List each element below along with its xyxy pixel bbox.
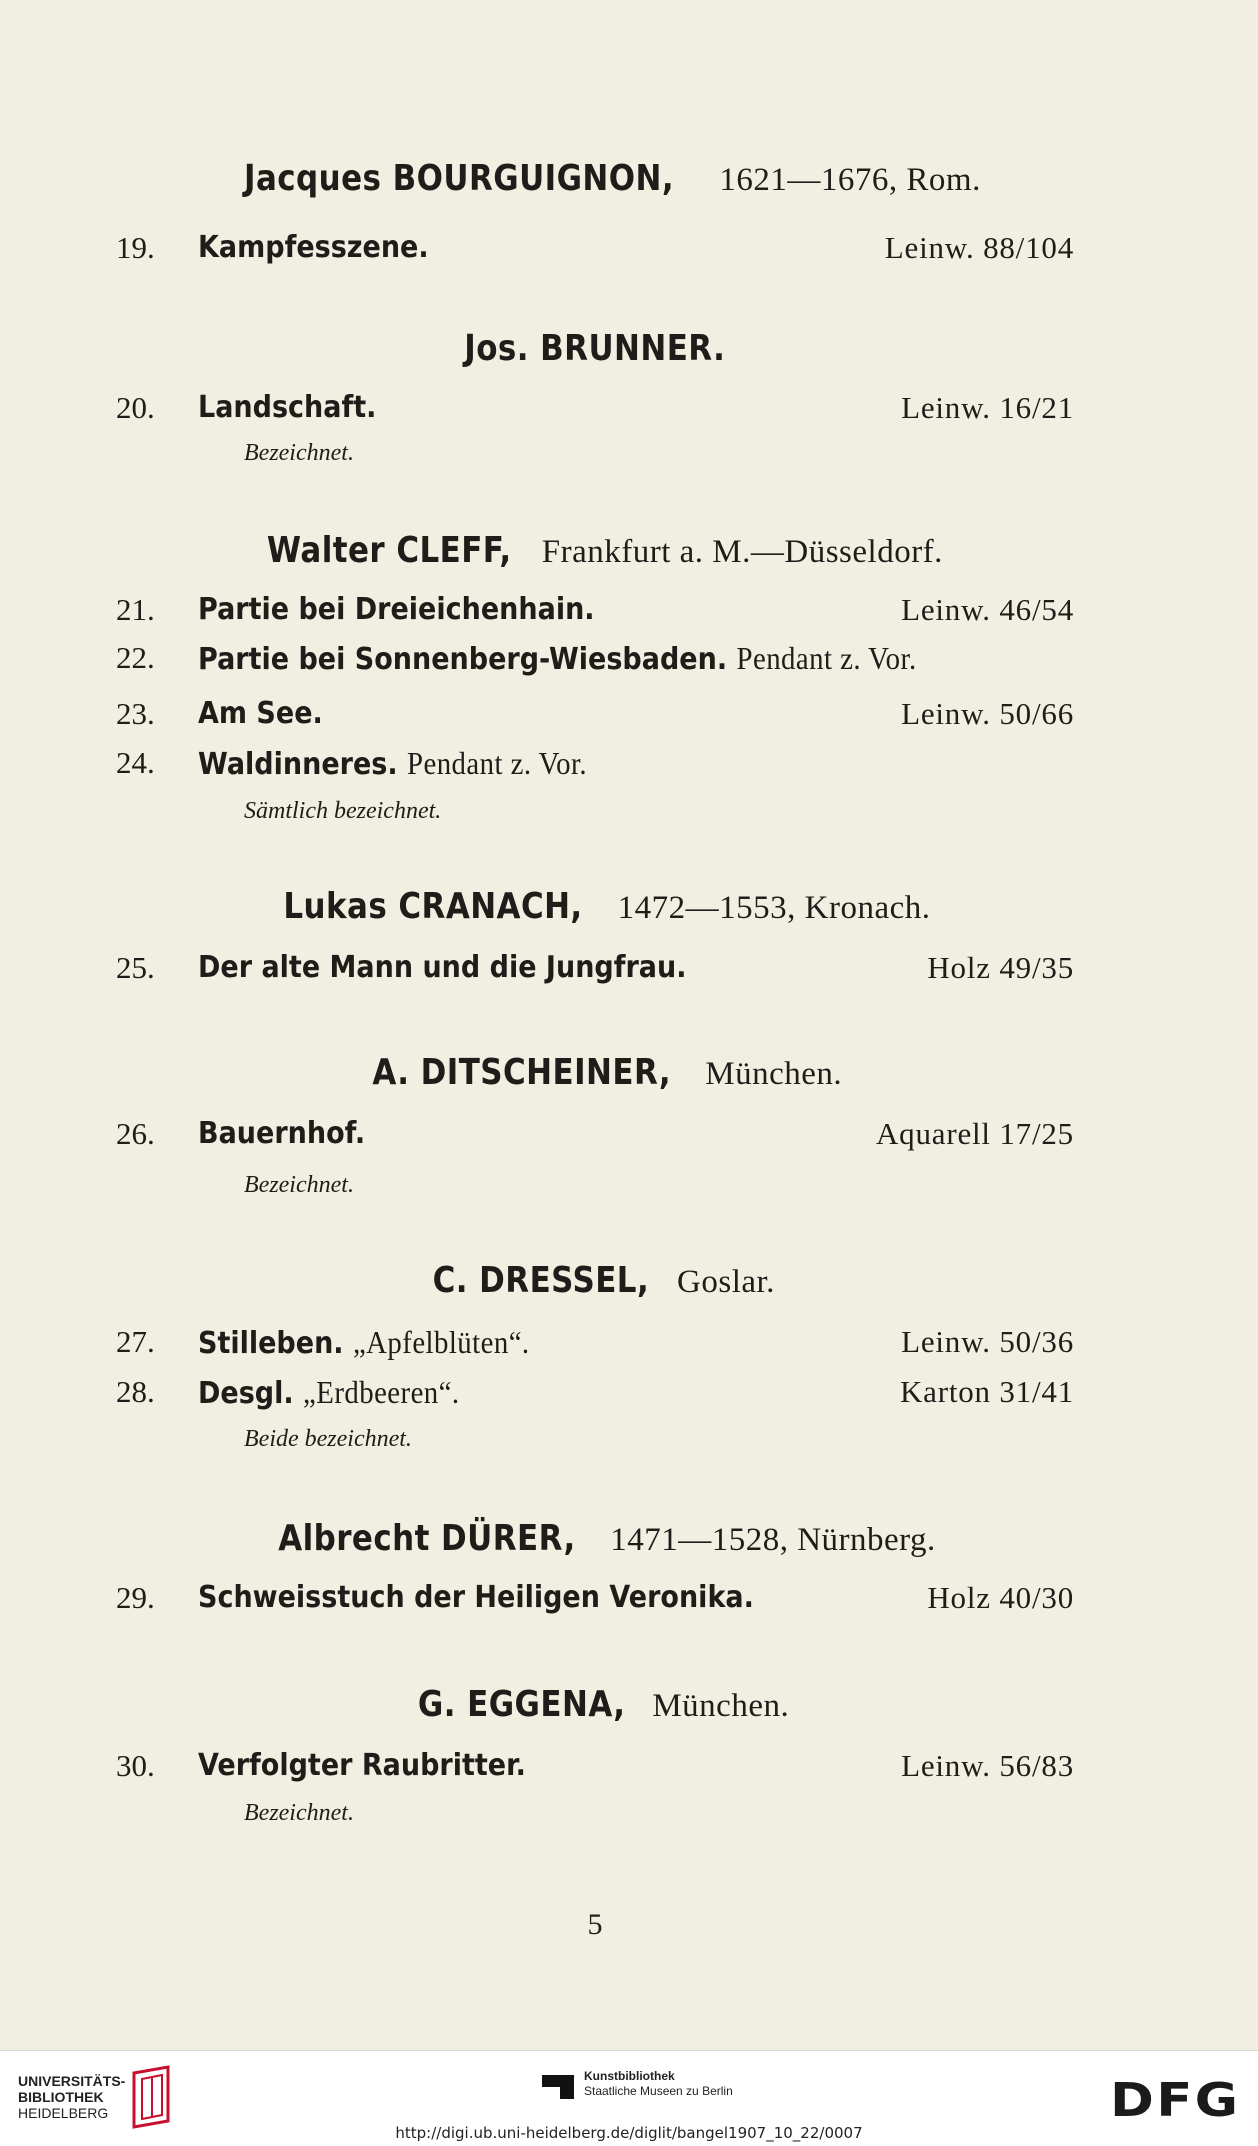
entry-medium: Leinw. 46/54 (901, 592, 1074, 627)
catalog-entry (0, 1748, 1258, 1796)
entry-medium: Aquarell 17/25 (875, 1116, 1074, 1151)
university-library-icon[interactable] (128, 2063, 176, 2131)
artist-info: Frankfurt a. M.—Düsseldorf. (541, 534, 943, 570)
entry-title (198, 390, 376, 425)
entry-number: 23. (116, 696, 155, 731)
entry-medium: Leinw. 50/36 (901, 1324, 1074, 1359)
entry-title-text: Partie bei Dreieichenhain. (198, 592, 595, 627)
page-number: 5 (587, 1908, 603, 1941)
university-line-3: HEIDELBERG (18, 2105, 109, 2121)
catalog-entry (0, 950, 1258, 998)
artist-name: Walter CLEFF, (266, 530, 512, 571)
entry-title-text: Am See. (198, 696, 323, 731)
entry-number: 27. (116, 1324, 155, 1359)
artist-heading (0, 1052, 1190, 1093)
artist-heading (0, 1518, 1190, 1559)
artist-name: C. DRESSEL, (432, 1260, 650, 1301)
entry-number: 24. (116, 745, 155, 780)
entry-title-text: Schweisstuch der Heiligen Veronika. (198, 1580, 754, 1615)
artist-info: 1471—1528, Nürnberg. (610, 1522, 936, 1558)
dfg-logo[interactable]: DFG (1109, 2073, 1240, 2127)
entry-note: Sämtlich bezeichnet. (244, 798, 442, 824)
catalog-entry (0, 1580, 1258, 1628)
entry-title (198, 1580, 754, 1615)
artist-heading (0, 1260, 1190, 1301)
artist-heading (0, 886, 1190, 927)
entry-title-text: Bauernhof. (198, 1116, 366, 1151)
museum-line-2: Staatliche Museen zu Berlin (584, 2084, 733, 2098)
artist-name: A. DITSCHEINER, (372, 1052, 671, 1093)
artist-name: Lukas CRANACH, (283, 886, 584, 927)
entry-title (198, 950, 687, 985)
entry-number: 25. (116, 950, 155, 985)
artist-name: Jacques BOURGUIGNON, (244, 158, 675, 199)
artist-name: Albrecht DÜRER, (278, 1518, 576, 1559)
catalog-entry (0, 696, 1258, 744)
entry-medium: Leinw. 56/83 (901, 1748, 1074, 1783)
entry-title (198, 1748, 526, 1783)
entry-title-text: Desgl. (198, 1376, 294, 1411)
university-line-1: UNIVERSITÄTS- (18, 2073, 126, 2089)
artist-info: München. (652, 1688, 790, 1724)
artist-info: 1472—1553, Kronach. (617, 890, 931, 926)
entry-title-text: Der alte Mann und die Jungfrau. (198, 950, 687, 985)
entry-note: Bezeichnet. (244, 440, 354, 466)
entry-title (198, 1374, 460, 1411)
entry-number: 21. (116, 592, 155, 627)
source-url[interactable]: http://digi.ub.uni-heidelberg.de/diglit/bangel1907_10_22/0007 (395, 2124, 863, 2142)
university-library-logo-text[interactable] (18, 2073, 125, 2121)
entry-medium: Leinw. 50/66 (901, 696, 1074, 731)
entry-title-extra: Pendant z. Vor. (406, 745, 588, 781)
entry-number: 28. (116, 1374, 155, 1409)
entry-title-text: Stilleben. (198, 1326, 344, 1361)
kunstbibliothek-logo-text[interactable] (584, 2069, 733, 2099)
catalog-entry (0, 592, 1258, 640)
catalog-entry (0, 230, 1258, 278)
entry-title-extra: Pendant z. Vor. (736, 640, 917, 676)
artist-info: München. (705, 1056, 843, 1092)
entry-number: 26. (116, 1116, 155, 1151)
artist-name: G. EGGENA, (417, 1684, 626, 1725)
artist-info: Goslar. (677, 1264, 775, 1300)
entry-title-text: Verfolgter Raubritter. (198, 1748, 526, 1783)
artist-heading (0, 1684, 1190, 1725)
entry-title (198, 230, 429, 265)
entry-number: 19. (116, 230, 155, 265)
entry-title (198, 592, 595, 627)
catalog-entry (0, 1374, 1258, 1422)
entry-title (198, 696, 323, 731)
entry-medium: Holz 40/30 (927, 1580, 1074, 1615)
catalog-entry (0, 640, 1258, 688)
entry-number: 22. (116, 640, 155, 675)
entry-title-text: Kampfesszene. (198, 230, 429, 265)
entry-note: Bezeichnet. (244, 1800, 354, 1826)
entry-number: 29. (116, 1580, 155, 1615)
artist-name: Jos. BRUNNER. (464, 328, 726, 369)
entry-medium: Holz 49/35 (927, 950, 1074, 985)
entry-note: Beide bezeichnet. (244, 1426, 412, 1452)
university-line-2: BIBLIOTHEK (18, 2089, 104, 2105)
entry-medium: Karton 31/41 (899, 1374, 1074, 1409)
entry-note: Bezeichnet. (244, 1172, 354, 1198)
entry-title-text: Partie bei Sonnenberg-Wiesbaden. (198, 642, 728, 677)
entry-title (198, 640, 917, 677)
artist-heading (0, 530, 1190, 571)
artist-heading (0, 328, 1190, 369)
entry-title-text: Waldinneres. (198, 747, 398, 782)
entry-number: 20. (116, 390, 155, 425)
entry-title-extra: „Apfelblüten“. (352, 1324, 530, 1360)
entry-title (198, 1116, 365, 1151)
catalog-entry (0, 390, 1258, 438)
catalog-entry (0, 1324, 1258, 1372)
catalog-entry (0, 1116, 1258, 1164)
entry-medium: Leinw. 88/104 (884, 230, 1074, 265)
artist-info: 1621—1676, Rom. (719, 162, 981, 198)
entry-number: 30. (116, 1748, 155, 1783)
catalog-entry (0, 745, 1258, 793)
entry-title-extra: „Erdbeeren“. (303, 1374, 460, 1410)
entry-medium: Leinw. 16/21 (901, 390, 1074, 425)
entry-title (198, 745, 587, 782)
entry-title-text: Landschaft. (198, 390, 377, 425)
kunstbibliothek-icon[interactable] (540, 2071, 576, 2103)
museum-line-1: Kunstbibliothek (584, 2069, 675, 2083)
artist-heading (0, 158, 1190, 199)
entry-title (198, 1324, 530, 1361)
